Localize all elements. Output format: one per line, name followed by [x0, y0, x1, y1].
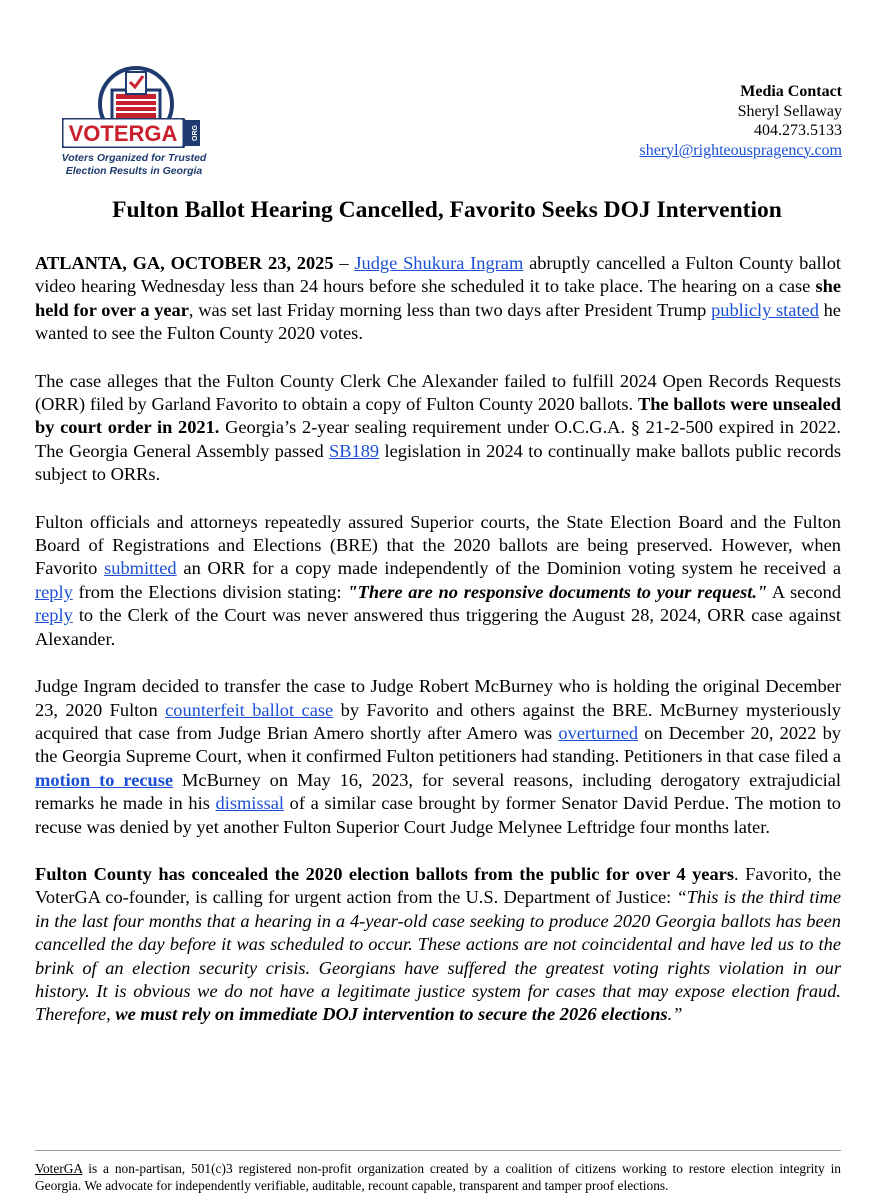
reply-link-1[interactable]: reply — [35, 581, 73, 602]
motion-to-recuse-link[interactable]: motion to recuse — [35, 769, 174, 790]
p2-text-3: legislation in 2024 to continually make ballots public records subject to ORRs. — [35, 440, 841, 485]
p2-text-1: The case alleges that the Fulton County Clerk Che Alexander failed to fulfill 2024 Open Records Requests (ORR) filed by Garland Favorito to obtain a copy of Fulton County 2020 ballots. — [35, 370, 841, 415]
contact-name: Sheryl Sellaway — [737, 102, 842, 120]
p5-bold-quote: we must rely on immediate DOJ intervention to secure the 2026 elections — [115, 1004, 668, 1025]
media-contact-label: Media Contact — [740, 83, 842, 100]
p4-text-4: McBurney on May 16, 2023, for several reasons, including derogatory extrajudicial remarks he made in his — [35, 769, 841, 814]
tagline-line-2: Election Results in Georgia — [65, 165, 203, 177]
paragraph-2 — [35, 370, 841, 487]
paragraph-3 — [35, 511, 841, 651]
overturned-link[interactable]: overturned — [558, 722, 639, 743]
footer-divider — [35, 1150, 841, 1151]
reply-link-2[interactable]: reply — [35, 605, 73, 626]
headline: Fulton Ballot Hearing Cancelled, Favorito Seeks DOJ Intervention — [112, 197, 782, 223]
p4-text-5: of a similar case brought by former Senator David Perdue. The motion to recuse was denied by yet another Fulton Superior Court Judge Melynee Leftridge four months later. — [35, 793, 841, 837]
article-body — [35, 252, 841, 1051]
publicly-stated-link[interactable]: publicly stated — [711, 299, 819, 320]
logo-tagline — [54, 152, 214, 178]
counterfeit-ballot-case-link[interactable]: counterfeit ballot case — [165, 699, 334, 720]
logo-brand-text: VOTERGA — [68, 121, 178, 146]
paragraph-5 — [35, 863, 841, 1027]
p5-quote: “This is the third time in the last four months that a hearing in a 4-year-old case seeking to produce 2020 Georgia ballots has been cancelled the day before it was scheduled to occur. These actions are not coincidental and have led us to the brink of an election security crisis. Georgians have suffered the greatest voting rights violation in our history. It is obvious we do not have a legitimate justice system for cases that may expose election fraud. Therefore, — [35, 887, 841, 1025]
footer-boilerplate — [35, 1160, 841, 1194]
p1-text-3: he wanted to see the Fulton County 2020 votes. — [35, 299, 841, 344]
footer-org-name: VoterGA — [35, 1161, 83, 1176]
footer-text: is a non-partisan, 501(c)3 registered non-profit organization created by a coalition of citizens working to restore election integrity in Georgia. We advocate for independently verifiable, auditable, recount capable, transparent and tamper proof elections. — [35, 1161, 841, 1193]
p5-text-1: . Favorito, the VoterGA co-founder, is calling for urgent action from the U.S. Department of Justice: — [35, 863, 841, 908]
paragraph-1 — [35, 252, 841, 346]
p3-text-4: A second — [767, 581, 842, 602]
p1-bold-1: she held for over a year — [35, 276, 841, 320]
p3-text-2: an ORR for a copy made independently of the Dominion voting system he received a — [176, 558, 841, 579]
p2-bold-1: The ballots were unsealed by court order in 2021. — [35, 394, 842, 438]
submitted-link[interactable]: submitted — [104, 558, 177, 579]
sb189-link[interactable]: SB189 — [329, 440, 380, 461]
logo-badge-text: ORG — [192, 125, 199, 141]
dateline: ATLANTA, GA, OCTOBER 23, 2025 — [35, 253, 334, 273]
p4-text-1: Judge Ingram decided to transfer the case to Judge Robert McBurney who is holding the original December 23, 2020 Fulton — [35, 676, 841, 720]
p3-quote: "There are no responsive documents to your request." — [347, 581, 768, 602]
media-contact — [639, 82, 842, 160]
contact-phone: 404.273.5133 — [754, 122, 842, 139]
p4-text-3: on December 20, 2022 by the Georgia Supreme Court, when it confirmed Fulton petitioners had standing. Petitioners in that case filed a — [35, 722, 841, 767]
p5-bold-1: Fulton County has concealed the 2020 election ballots from the public for over 4 years — [35, 863, 734, 884]
p2-text-2: Georgia’s 2-year sealing requirement under O.C.G.A. § 21-2-500 expired in 2022. The Georgia General Assembly passed — [35, 417, 841, 461]
p3-text-3: from the Elections division stating: — [72, 581, 348, 602]
tagline-line-1: Voters Organized for Trusted — [61, 152, 207, 164]
paragraph-4 — [35, 675, 841, 839]
dateline-dash: – — [333, 253, 355, 273]
p5-quote-end: .” — [667, 1004, 683, 1025]
p3-text-1: Fulton officials and attorneys repeatedly assured Superior courts, the State Election Board and the Fulton Board of Registrations and Elections (BRE) that the 2020 ballots are being preserved. However, when Favorito — [35, 511, 841, 579]
p1-text-1: abruptly cancelled a Fulton County ballot video hearing Wednesday less than 24 hours before she scheduled it to take place. The hearing on a case — [35, 253, 842, 297]
p1-text-2: , was set last Friday morning less than two days after President Trump — [188, 299, 712, 320]
p3-text-5: to the Clerk of the Court was never answered thus triggering the August 28, 2024, ORR case against Alexander. — [35, 605, 841, 649]
p4-text-2: by Favorito and others against the BRE. McBurney mysteriously acquired that case from Judge Brian Amero shortly after Amero was — [35, 699, 842, 743]
dismissal-link[interactable]: dismissal — [215, 793, 284, 814]
contact-email-link[interactable]: sheryl@righteouspragency.com — [639, 141, 842, 159]
voterga-logo — [54, 64, 214, 184]
judge-ingram-link[interactable]: Judge Shukura Ingram — [354, 253, 524, 273]
logo-wordmark — [62, 118, 202, 148]
